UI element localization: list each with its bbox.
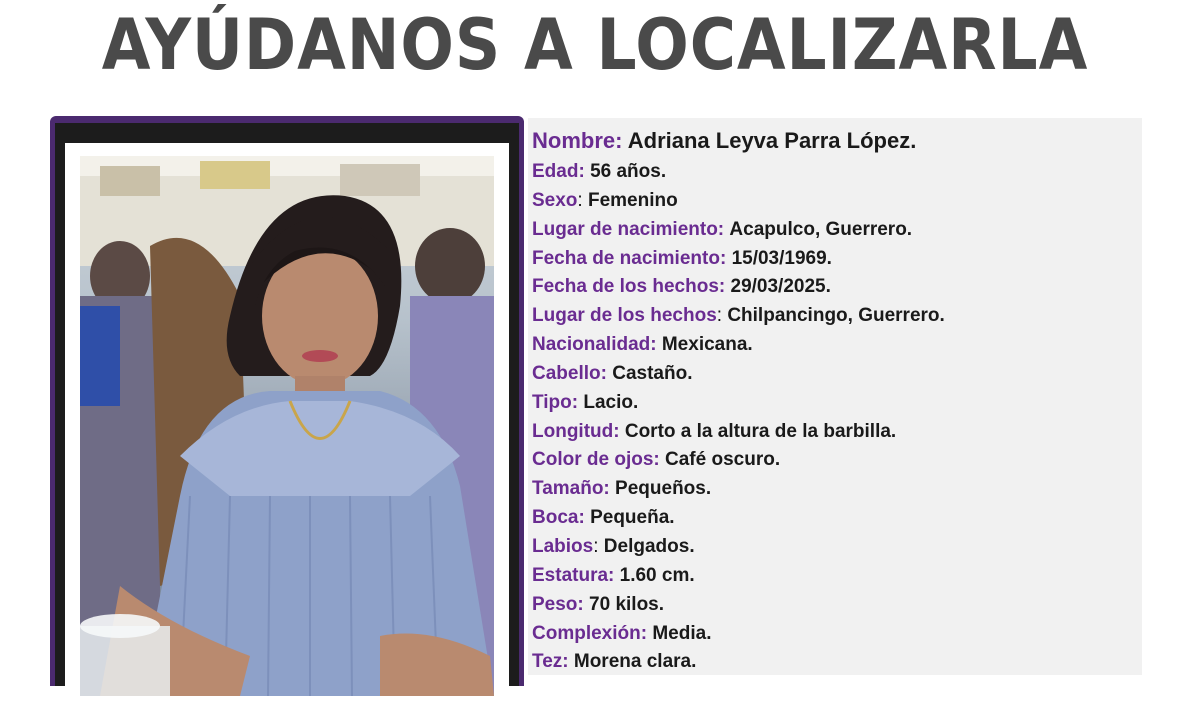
- detail-value: Lacio.: [583, 391, 639, 413]
- photo-mat: [65, 143, 509, 703]
- detail-value: Pequeña.: [590, 507, 675, 529]
- detail-value: Femenino: [587, 189, 678, 211]
- detail-row-nombre: [532, 124, 1138, 158]
- detail-value: 15/03/1969.: [731, 247, 832, 269]
- detail-label: Estatura:: [532, 564, 615, 586]
- detail-value: Chilpancingo, Guerrero.: [727, 305, 945, 327]
- detail-label: Nombre:: [532, 128, 623, 153]
- detail-label: Lugar de nacimiento:: [532, 218, 725, 240]
- detail-label: Labios: [532, 535, 594, 557]
- photo-frame: [50, 116, 524, 686]
- detail-separator: :: [716, 305, 723, 327]
- detail-value: Morena clara.: [573, 651, 697, 673]
- detail-row-lugar-nacimiento: [532, 216, 1138, 245]
- detail-row-tez: [532, 648, 1138, 677]
- detail-row-color-ojos: [532, 446, 1138, 475]
- headline-title: AYÚDANOS A LOCALIZARLA: [101, 4, 1089, 86]
- detail-value: Castaño.: [612, 362, 693, 384]
- detail-label: Sexo: [532, 189, 578, 211]
- detail-value: 70 kilos.: [589, 593, 665, 615]
- detail-row-tipo: [532, 389, 1138, 418]
- detail-value: 1.60 cm.: [619, 564, 695, 586]
- detail-row-labios: [532, 533, 1138, 562]
- detail-value: Acapulco, Guerrero.: [729, 218, 913, 240]
- detail-label: Tipo:: [532, 391, 579, 413]
- detail-value: 56 años.: [590, 161, 667, 182]
- detail-label: Peso:: [532, 593, 584, 615]
- detail-separator: :: [577, 189, 583, 211]
- detail-row-complexion: [532, 620, 1138, 649]
- detail-row-tamano: [532, 475, 1138, 504]
- detail-value: Mexicana.: [661, 334, 753, 356]
- detail-row-fecha-hechos: [532, 273, 1138, 302]
- detail-row-lugar-hechos: [532, 302, 1138, 331]
- detail-row-fecha-nacimiento: [532, 245, 1138, 274]
- detail-label: Lugar de los hechos: [532, 305, 717, 327]
- detail-value: Adriana Leyva Parra López.: [627, 128, 917, 153]
- detail-label: Color de ojos:: [532, 449, 660, 471]
- detail-label: Tez:: [532, 651, 569, 673]
- detail-value: Corto a la altura de la barbilla.: [624, 420, 897, 442]
- detail-row-sexo: [532, 187, 1138, 216]
- detail-row-edad: [532, 158, 1138, 187]
- details-list: [532, 124, 1138, 677]
- person-photo-icon: [80, 156, 494, 696]
- detail-row-peso: [532, 591, 1138, 620]
- detail-row-longitud: [532, 418, 1138, 447]
- detail-row-cabello: [532, 360, 1138, 389]
- detail-label: Nacionalidad:: [532, 334, 657, 356]
- detail-label: Cabello:: [532, 362, 607, 384]
- detail-label: Longitud:: [532, 420, 620, 442]
- detail-label: Complexión:: [532, 622, 648, 644]
- detail-separator: :: [593, 535, 599, 557]
- detail-row-estatura: [532, 562, 1138, 591]
- detail-value: 29/03/2025.: [730, 276, 831, 298]
- detail-label: Boca:: [532, 507, 585, 529]
- detail-value: Media.: [652, 622, 712, 644]
- detail-value: Delgados.: [603, 535, 695, 557]
- detail-label: Edad:: [532, 161, 585, 182]
- detail-value: Café oscuro.: [665, 449, 781, 471]
- detail-row-boca: [532, 504, 1138, 533]
- detail-label: Fecha de los hechos:: [532, 276, 726, 298]
- detail-value: Pequeños.: [615, 478, 712, 500]
- detail-label: Fecha de nacimiento:: [532, 247, 727, 269]
- missing-person-photo: [80, 156, 494, 696]
- detail-row-nacionalidad: [532, 331, 1138, 360]
- detail-label: Tamaño:: [532, 478, 610, 500]
